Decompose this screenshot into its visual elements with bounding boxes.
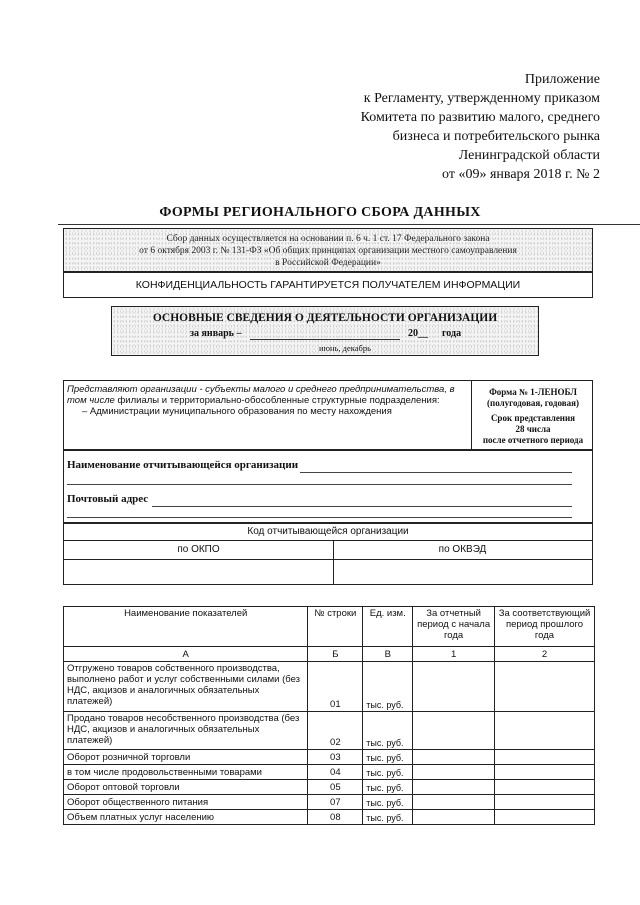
previous-value-cell[interactable] — [495, 765, 595, 780]
codes-box — [63, 523, 593, 585]
header-unit: Ед. изм. — [363, 607, 413, 647]
submitters-item: – Администрации муниципального образования по месту нахождения — [82, 406, 392, 417]
appendix-line: к Регламенту, утвержденному приказом — [363, 91, 600, 106]
previous-value-cell[interactable] — [495, 795, 595, 810]
indicator-unit: тыс. руб. — [363, 795, 413, 810]
submitters-line: Представляют организации - субъекты малого и среднего предпринимательства, в — [67, 384, 455, 395]
submitters-rest: филиалы и территориально-обособленные структурные подразделения: — [114, 395, 440, 406]
appendix-line: Комитета по развитию малого, среднего — [360, 110, 600, 125]
indicator-code: 02 — [308, 712, 363, 750]
confidentiality-notice: КОНФИДЕНЦИАЛЬНОСТЬ ГАРАНТИРУЕТСЯ ПОЛУЧАТЕЛЕМ ИНФОРМАЦИИ — [63, 272, 593, 298]
year-suffix: года — [442, 328, 462, 339]
header-name: Наименование показателей — [64, 607, 308, 647]
organization-box — [63, 450, 593, 523]
table-row — [64, 712, 595, 750]
letter-cell: 1 — [413, 647, 495, 662]
indicator-code: 07 — [308, 795, 363, 810]
previous-value-cell[interactable] — [495, 780, 595, 795]
current-value-cell[interactable] — [413, 712, 495, 750]
form-frequency: (полугодовая, годовая) — [487, 398, 579, 408]
okpo-label: по ОКПО — [64, 540, 333, 560]
letter-cell: Б — [308, 647, 363, 662]
period-blank[interactable] — [250, 339, 400, 340]
period-hint: июнь, декабрь — [319, 343, 371, 353]
header-current: За отчетный период с начала года — [413, 607, 495, 647]
indicator-unit: тыс. руб. — [363, 780, 413, 795]
indicator-name: Объем платных услуг населению — [64, 810, 308, 825]
indicator-unit: тыс. руб. — [363, 765, 413, 780]
indicator-code: 08 — [308, 810, 363, 825]
previous-value-cell[interactable] — [495, 662, 595, 712]
indicator-name: Отгружено товаров собственного производства, выполнено работ и услуг собственными силами (без НДС, акцизов и аналогичных обязательных платежей) — [64, 662, 308, 712]
indicator-unit: тыс. руб. — [363, 810, 413, 825]
indicator-name: Оборот оптовой торговли — [64, 780, 308, 795]
okpo-field[interactable] — [64, 560, 333, 584]
form-name: Форма № 1-ЛЕНОБЛ — [489, 387, 577, 397]
address-field-line2[interactable] — [67, 517, 572, 518]
table-letters-row — [64, 647, 595, 662]
period-line — [112, 328, 538, 342]
previous-value-cell[interactable] — [495, 810, 595, 825]
indicator-unit: тыс. руб. — [363, 712, 413, 750]
deadline-label: Срок представления — [490, 413, 576, 423]
submitters-line — [67, 395, 467, 406]
current-value-cell[interactable] — [413, 662, 495, 712]
header-row-no: № строки — [308, 607, 363, 647]
letter-cell: А — [64, 647, 308, 662]
legal-basis-line: в Российской Федерации» — [275, 258, 381, 268]
indicator-unit: тыс. руб. — [363, 662, 413, 712]
indicator-code: 03 — [308, 750, 363, 765]
letter-cell: 2 — [495, 647, 595, 662]
appendix-line: Приложение — [524, 72, 600, 87]
indicator-code: 05 — [308, 780, 363, 795]
previous-value-cell[interactable] — [495, 712, 595, 750]
indicator-code: 04 — [308, 765, 363, 780]
table-row — [64, 780, 595, 795]
current-value-cell[interactable] — [413, 810, 495, 825]
address-label: Почтовый адрес — [67, 493, 149, 505]
table-header-row — [64, 607, 595, 647]
indicator-name: Оборот общественного питания — [64, 795, 308, 810]
year-field[interactable]: 20__ — [408, 328, 428, 339]
deadline-suffix: после отчетного периода — [482, 435, 584, 445]
indicator-name: в том числе продовольственными товарами — [64, 765, 308, 780]
table-row — [64, 765, 595, 780]
appendix-line: от «09» января 2018 г. № 2 — [442, 167, 600, 182]
codes-title: Код отчитывающейся организации — [64, 524, 592, 541]
appendix-line: бизнеса и потребительского рынка — [392, 129, 600, 144]
submitters-box — [63, 380, 593, 450]
org-name-field[interactable] — [300, 472, 572, 473]
current-value-cell[interactable] — [413, 765, 495, 780]
org-name-label: Наименование отчитывающейся организации — [67, 459, 299, 471]
current-value-cell[interactable] — [413, 750, 495, 765]
table-row — [64, 750, 595, 765]
legal-basis-line: от 6 октября 2003 г. № 131-ФЗ «Об общих принципах организации местного самоуправления — [139, 246, 517, 256]
okved-field[interactable] — [334, 560, 592, 584]
table-row — [64, 662, 595, 712]
legal-basis-text — [64, 229, 592, 269]
current-value-cell[interactable] — [413, 780, 495, 795]
form-info — [471, 381, 594, 449]
indicator-unit: тыс. руб. — [363, 750, 413, 765]
previous-value-cell[interactable] — [495, 750, 595, 765]
legal-basis-line: Сбор данных осуществляется на основании п. 6 ч. 1 ст. 17 Федерального закона — [166, 234, 490, 244]
legal-basis-box — [63, 228, 593, 272]
period-label: за январь – — [190, 328, 242, 339]
indicator-name: Оборот розничной торговли — [64, 750, 308, 765]
page-title: ФОРМЫ РЕГИОНАЛЬНОГО СБОРА ДАННЫХ — [159, 205, 481, 220]
deadline-value: 28 числа — [515, 424, 551, 434]
indicators-table — [63, 606, 595, 825]
title-rule — [58, 224, 640, 225]
table-row — [64, 795, 595, 810]
indicator-name: Продано товаров несобственного производства (без НДС, акцизов и аналогичных обязательных платежей) — [64, 712, 308, 750]
letter-cell: В — [363, 647, 413, 662]
submitters-text — [67, 384, 467, 417]
submitters-italic: том числе — [67, 395, 115, 406]
report-title: ОСНОВНЫЕ СВЕДЕНИЯ О ДЕЯТЕЛЬНОСТИ ОРГАНИЗАЦИИ — [152, 312, 498, 324]
current-value-cell[interactable] — [413, 795, 495, 810]
org-name-field-line2[interactable] — [67, 484, 572, 485]
appendix-header — [300, 70, 600, 184]
indicator-code: 01 — [308, 662, 363, 712]
okved-label: по ОКВЭД — [333, 540, 592, 560]
table-row — [64, 810, 595, 825]
appendix-line: Ленинградской области — [458, 148, 600, 163]
report-title-box — [111, 306, 539, 356]
address-field[interactable] — [152, 506, 572, 507]
header-previous: За соответствующий период прошлого года — [495, 607, 595, 647]
